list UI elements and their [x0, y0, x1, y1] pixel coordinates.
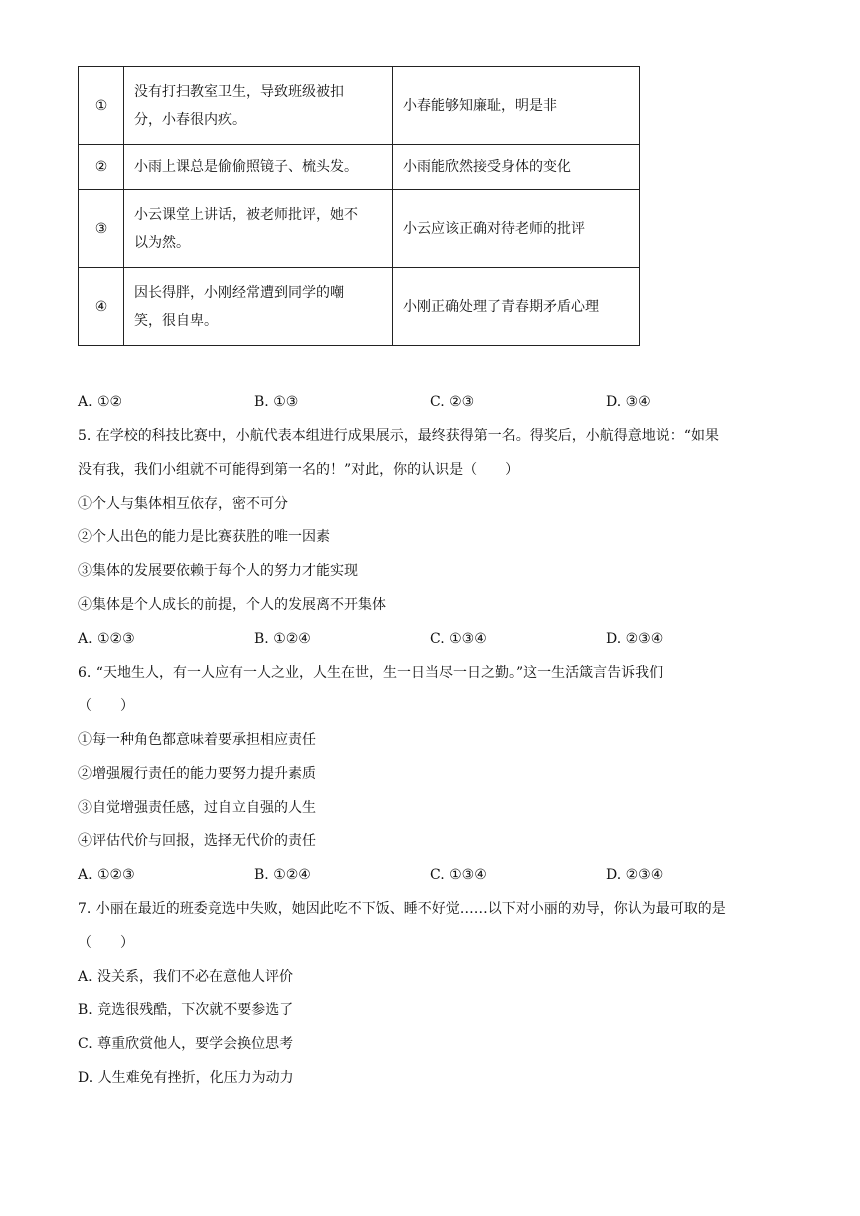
row-number: ④ [79, 268, 124, 346]
q4-option-b: B. ①③ [254, 394, 299, 410]
event-text: 笑，很自卑。 [134, 312, 218, 329]
event-text: 小云课堂上讲话，被老师批评，她不 [134, 206, 358, 223]
q5-option-d: D. ②③④ [606, 631, 664, 647]
event-cell [124, 190, 393, 268]
q6-option-b: B. ①②④ [254, 867, 311, 883]
event-text: 因长得胖，小刚经常遭到同学的嘲 [134, 284, 344, 301]
q5-option-a: A. ①②③ [78, 631, 135, 647]
q4-option-a: A. ①② [78, 394, 123, 410]
q6-option-c: C. ①③④ [430, 867, 487, 883]
q4-table [78, 66, 640, 346]
q7-option-a: A. 没关系，我们不必在意他人评价 [78, 969, 294, 985]
q5-option-b: B. ①②④ [254, 631, 311, 647]
q5-stem: 5. 在学校的科技比赛中，小航代表本组进行成果展示，最终获得第一名。得奖后，小航得意地说：“如果 [78, 428, 719, 444]
row-number: ② [79, 145, 124, 190]
table-row [79, 67, 640, 145]
q4-option-d: D. ③④ [606, 394, 651, 410]
q7-option-c: C. 尊重欣赏他人，要学会换位思考 [78, 1036, 294, 1052]
q5-statement-2: ②个人出色的能力是比赛获胜的唯一因素 [78, 529, 330, 545]
q6-statement-2: ②增强履行责任的能力要努力提升素质 [78, 766, 316, 782]
event-text: 分，小春很内疚。 [134, 111, 246, 128]
q7-option-d: D. 人生难免有挫折，化压力为动力 [78, 1070, 294, 1086]
q6-stem: 6. “天地生人，有一人应有一人之业，人生在世，生一日当尽一日之勤。”这一生活箴言告诉我们 [78, 665, 664, 681]
q4-option-c: C. ②③ [430, 394, 475, 410]
row-number: ① [79, 67, 124, 145]
comment-cell: 小雨能欣然接受身体的变化 [393, 145, 640, 190]
q6-option-d: D. ②③④ [606, 867, 664, 883]
q5-stem-cont: 没有我，我们小组就不可能得到第一名的！”对此，你的认识是（ ） [78, 462, 520, 478]
q6-statement-3: ③自觉增强责任感，过自立自强的人生 [78, 800, 316, 816]
q5-statement-3: ③集体的发展要依赖于每个人的努力才能实现 [78, 563, 358, 579]
q7-stem: 7. 小丽在最近的班委竞选中失败，她因此吃不下饭、睡不好觉……以下对小丽的劝导，你认为最可取的是 [78, 901, 726, 917]
q7-option-b: B. 竞选很残酷，下次就不要参选了 [78, 1002, 294, 1018]
q6-stem-cont: （ ） [78, 698, 134, 714]
comment-cell: 小刚正确处理了青春期矛盾心理 [393, 268, 640, 346]
table-row [79, 190, 640, 268]
event-text: 以为然。 [134, 234, 190, 251]
q7-stem-cont: （ ） [78, 935, 134, 951]
event-text: 没有打扫教室卫生，导致班级被扣 [134, 83, 344, 100]
event-cell [124, 67, 393, 145]
q6-option-a: A. ①②③ [78, 867, 135, 883]
event-cell [124, 268, 393, 346]
q5-statement-1: ①个人与集体相互依存，密不可分 [78, 496, 288, 512]
table-row [79, 145, 640, 190]
table-row [79, 268, 640, 346]
q6-statement-1: ①每一种角色都意味着要承担相应责任 [78, 732, 316, 748]
comment-cell: 小云应该正确对待老师的批评 [393, 190, 640, 268]
q5-option-c: C. ①③④ [430, 631, 487, 647]
event-cell: 小雨上课总是偷偷照镜子、梳头发。 [124, 145, 393, 190]
q5-statement-4: ④集体是个人成长的前提，个人的发展离不开集体 [78, 597, 386, 613]
q6-statement-4: ④评估代价与回报，选择无代价的责任 [78, 833, 316, 849]
comment-cell: 小春能够知廉耻，明是非 [393, 67, 640, 145]
row-number: ③ [79, 190, 124, 268]
